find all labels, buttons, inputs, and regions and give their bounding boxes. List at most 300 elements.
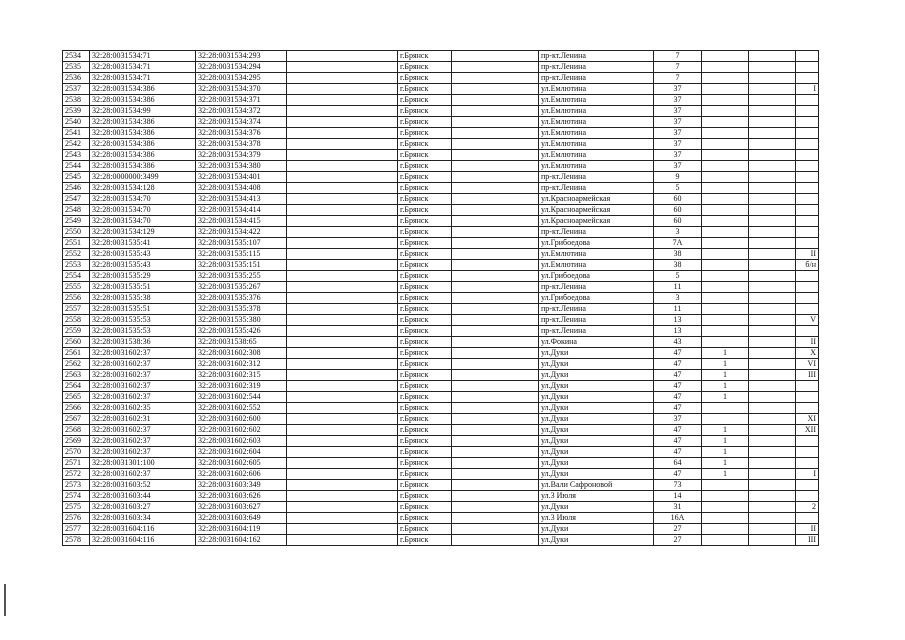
cell-street: пр-кт.Ленина	[539, 315, 654, 326]
cell-blank-col-c	[749, 326, 796, 337]
cell-land-cadastral-number: 32:28:0031534:71	[90, 62, 196, 73]
cell-city: г.Брянск	[398, 469, 452, 480]
cell-premises-number	[796, 205, 819, 216]
cell-city: г.Брянск	[398, 161, 452, 172]
cell-street: ул.Грибоедова	[539, 271, 654, 282]
table-row	[63, 491, 819, 502]
cell-land-cadastral-number: 32:28:0031602:37	[90, 425, 196, 436]
cell-row-number: 2553	[63, 260, 90, 271]
cell-blank-col-b	[452, 381, 539, 392]
cell-house-number: 14	[654, 491, 702, 502]
cell-street: ул.Дуки	[539, 458, 654, 469]
cell-blank-col-c	[749, 513, 796, 524]
cell-land-cadastral-number: 32:28:0031534:70	[90, 205, 196, 216]
cell-object-cadastral-number: 32:28:0031534:372	[196, 106, 287, 117]
cell-blank-col-a	[287, 535, 398, 546]
cell-city: г.Брянск	[398, 216, 452, 227]
table-row	[63, 315, 819, 326]
cell-city: г.Брянск	[398, 183, 452, 194]
cell-land-cadastral-number: 32:28:0031535:43	[90, 249, 196, 260]
cell-blank-col-a	[287, 436, 398, 447]
cell-blank-col-b	[452, 128, 539, 139]
cell-row-number: 2576	[63, 513, 90, 524]
cell-blank-col-b	[452, 216, 539, 227]
cell-street: ул.Емлютина	[539, 150, 654, 161]
cell-land-cadastral-number: 32:28:0031602:35	[90, 403, 196, 414]
table-row	[63, 513, 819, 524]
cell-city: г.Брянск	[398, 447, 452, 458]
cell-blank-col-c	[749, 183, 796, 194]
table-row	[63, 392, 819, 403]
cell-blank-col-a	[287, 84, 398, 95]
cell-premises-number: II	[796, 337, 819, 348]
cell-city: г.Брянск	[398, 436, 452, 447]
cell-street: ул.Емлютина	[539, 106, 654, 117]
cell-house-number: 37	[654, 128, 702, 139]
cell-blank-col-b	[452, 524, 539, 535]
cell-land-cadastral-number: 32:28:0031603:44	[90, 491, 196, 502]
cell-house-number: 37	[654, 84, 702, 95]
cell-blank-col-a	[287, 62, 398, 73]
cell-street: ул.Дуки	[539, 535, 654, 546]
cell-premises-number: 2	[796, 502, 819, 513]
cell-building-number	[702, 414, 749, 425]
cell-land-cadastral-number: 32:28:0000000:3499	[90, 172, 196, 183]
cell-land-cadastral-number: 32:28:0031604:116	[90, 535, 196, 546]
cell-blank-col-a	[287, 293, 398, 304]
cell-premises-number: X	[796, 348, 819, 359]
cell-building-number: 1	[702, 425, 749, 436]
cell-row-number: 2552	[63, 249, 90, 260]
cell-object-cadastral-number: 32:28:0031602:315	[196, 370, 287, 381]
cell-street: ул.Емлютина	[539, 95, 654, 106]
cell-row-number: 2566	[63, 403, 90, 414]
cell-object-cadastral-number: 32:28:0031535:378	[196, 304, 287, 315]
cell-building-number	[702, 260, 749, 271]
cell-blank-col-b	[452, 51, 539, 62]
cell-house-number: 47	[654, 447, 702, 458]
cell-street: ул.Дуки	[539, 425, 654, 436]
cell-blank-col-c	[749, 458, 796, 469]
cell-object-cadastral-number: 32:28:0031602:312	[196, 359, 287, 370]
cell-building-number	[702, 150, 749, 161]
cell-blank-col-a	[287, 315, 398, 326]
cell-premises-number	[796, 304, 819, 315]
cell-premises-number	[796, 106, 819, 117]
cell-row-number: 2570	[63, 447, 90, 458]
cell-blank-col-a	[287, 414, 398, 425]
cell-street: ул.Дуки	[539, 392, 654, 403]
cell-object-cadastral-number: 32:28:0031534:374	[196, 117, 287, 128]
cell-building-number	[702, 337, 749, 348]
cell-object-cadastral-number: 32:28:0031535:380	[196, 315, 287, 326]
cell-row-number: 2567	[63, 414, 90, 425]
cell-blank-col-a	[287, 458, 398, 469]
cell-street: ул.Дуки	[539, 403, 654, 414]
cell-house-number: 27	[654, 524, 702, 535]
cell-city: г.Брянск	[398, 513, 452, 524]
cell-blank-col-c	[749, 161, 796, 172]
cell-land-cadastral-number: 32:28:0031603:34	[90, 513, 196, 524]
cell-premises-number: I	[796, 469, 819, 480]
table-row	[63, 183, 819, 194]
cell-city: г.Брянск	[398, 139, 452, 150]
table-row	[63, 469, 819, 480]
cell-object-cadastral-number: 32:28:0031602:606	[196, 469, 287, 480]
table-row	[63, 502, 819, 513]
cell-land-cadastral-number: 32:28:0031602:37	[90, 392, 196, 403]
cell-blank-col-b	[452, 95, 539, 106]
cell-house-number: 37	[654, 414, 702, 425]
cell-object-cadastral-number: 32:28:0031534:378	[196, 139, 287, 150]
cell-house-number: 7	[654, 51, 702, 62]
cell-blank-col-c	[749, 337, 796, 348]
cell-blank-col-a	[287, 326, 398, 337]
cell-city: г.Брянск	[398, 337, 452, 348]
cell-blank-col-a	[287, 150, 398, 161]
cell-object-cadastral-number: 32:28:0031534:415	[196, 216, 287, 227]
cell-city: г.Брянск	[398, 535, 452, 546]
cell-blank-col-b	[452, 282, 539, 293]
cell-blank-col-b	[452, 403, 539, 414]
cell-blank-col-c	[749, 249, 796, 260]
cell-city: г.Брянск	[398, 359, 452, 370]
cell-city: г.Брянск	[398, 348, 452, 359]
cell-blank-col-c	[749, 348, 796, 359]
cell-house-number: 13	[654, 315, 702, 326]
cell-city: г.Брянск	[398, 172, 452, 183]
table-row	[63, 84, 819, 95]
cell-object-cadastral-number: 32:28:0031534:371	[196, 95, 287, 106]
cell-blank-col-a	[287, 227, 398, 238]
cell-land-cadastral-number: 32:28:0031534:129	[90, 227, 196, 238]
cell-premises-number	[796, 403, 819, 414]
cell-street: ул.3 Июля	[539, 513, 654, 524]
cell-row-number: 2543	[63, 150, 90, 161]
cell-blank-col-c	[749, 370, 796, 381]
cell-street: пр-кт.Ленина	[539, 62, 654, 73]
cell-blank-col-c	[749, 150, 796, 161]
cell-row-number: 2544	[63, 161, 90, 172]
cell-city: г.Брянск	[398, 73, 452, 84]
cell-land-cadastral-number: 32:28:0031534:386	[90, 161, 196, 172]
cell-blank-col-a	[287, 139, 398, 150]
cell-blank-col-b	[452, 172, 539, 183]
cell-blank-col-c	[749, 73, 796, 84]
table-row	[63, 216, 819, 227]
cell-blank-col-a	[287, 304, 398, 315]
cell-premises-number	[796, 227, 819, 238]
cell-blank-col-b	[452, 84, 539, 95]
cell-street: ул.Емлютина	[539, 84, 654, 95]
cell-premises-number: III	[796, 370, 819, 381]
cell-land-cadastral-number: 32:28:0031534:386	[90, 95, 196, 106]
cell-row-number: 2548	[63, 205, 90, 216]
cell-object-cadastral-number: 32:28:0031602:600	[196, 414, 287, 425]
cell-premises-number	[796, 216, 819, 227]
cell-city: г.Брянск	[398, 128, 452, 139]
cell-blank-col-c	[749, 84, 796, 95]
cell-premises-number	[796, 381, 819, 392]
cell-blank-col-a	[287, 392, 398, 403]
cell-blank-col-c	[749, 414, 796, 425]
cell-row-number: 2561	[63, 348, 90, 359]
table-row	[63, 161, 819, 172]
cell-premises-number	[796, 150, 819, 161]
cell-land-cadastral-number: 32:28:0031602:37	[90, 447, 196, 458]
table-row	[63, 73, 819, 84]
cell-building-number	[702, 106, 749, 117]
cell-building-number	[702, 238, 749, 249]
cell-city: г.Брянск	[398, 502, 452, 513]
table-row	[63, 117, 819, 128]
cell-object-cadastral-number: 32:28:0031604:162	[196, 535, 287, 546]
cell-street: ул.Дуки	[539, 370, 654, 381]
cell-premises-number: VI	[796, 359, 819, 370]
cell-blank-col-c	[749, 535, 796, 546]
cell-street: ул.Грибоедова	[539, 238, 654, 249]
cell-blank-col-a	[287, 161, 398, 172]
cell-blank-col-a	[287, 183, 398, 194]
cell-land-cadastral-number: 32:28:0031602:37	[90, 370, 196, 381]
cell-blank-col-b	[452, 480, 539, 491]
cell-blank-col-a	[287, 359, 398, 370]
table-row	[63, 106, 819, 117]
cell-blank-col-c	[749, 227, 796, 238]
cell-blank-col-c	[749, 238, 796, 249]
cell-land-cadastral-number: 32:28:0031602:31	[90, 414, 196, 425]
cell-blank-col-b	[452, 469, 539, 480]
cell-blank-col-c	[749, 315, 796, 326]
cell-building-number: 1	[702, 381, 749, 392]
cell-row-number: 2536	[63, 73, 90, 84]
cell-row-number: 2557	[63, 304, 90, 315]
cell-blank-col-b	[452, 458, 539, 469]
cell-object-cadastral-number: 32:28:0031534:401	[196, 172, 287, 183]
cell-blank-col-a	[287, 337, 398, 348]
table-row	[63, 403, 819, 414]
table-row	[63, 359, 819, 370]
cell-city: г.Брянск	[398, 84, 452, 95]
cell-street: ул.Дуки	[539, 348, 654, 359]
cell-building-number	[702, 315, 749, 326]
cell-land-cadastral-number: 32:28:0031603:27	[90, 502, 196, 513]
cell-building-number	[702, 326, 749, 337]
cell-land-cadastral-number: 32:28:0031534:386	[90, 117, 196, 128]
cell-blank-col-a	[287, 469, 398, 480]
cell-blank-col-a	[287, 425, 398, 436]
cell-land-cadastral-number: 32:28:0031534:70	[90, 216, 196, 227]
table-row	[63, 172, 819, 183]
cell-row-number: 2539	[63, 106, 90, 117]
cell-blank-col-a	[287, 95, 398, 106]
cell-city: г.Брянск	[398, 326, 452, 337]
cell-blank-col-a	[287, 117, 398, 128]
table-row	[63, 260, 819, 271]
cell-blank-col-b	[452, 359, 539, 370]
cell-building-number: 1	[702, 348, 749, 359]
cell-street: ул.Дуки	[539, 359, 654, 370]
cell-land-cadastral-number: 32:28:0031534:386	[90, 150, 196, 161]
cell-blank-col-b	[452, 161, 539, 172]
cell-blank-col-a	[287, 282, 398, 293]
cell-row-number: 2551	[63, 238, 90, 249]
cell-blank-col-a	[287, 491, 398, 502]
cell-object-cadastral-number: 32:28:0031535:115	[196, 249, 287, 260]
cell-city: г.Брянск	[398, 117, 452, 128]
cell-land-cadastral-number: 32:28:0031602:37	[90, 381, 196, 392]
cell-row-number: 2546	[63, 183, 90, 194]
cell-land-cadastral-number: 32:28:0031602:37	[90, 348, 196, 359]
cell-house-number: 37	[654, 106, 702, 117]
table-row	[63, 128, 819, 139]
cell-building-number	[702, 513, 749, 524]
table-row	[63, 139, 819, 150]
table-row	[63, 51, 819, 62]
cell-building-number	[702, 161, 749, 172]
cell-blank-col-a	[287, 513, 398, 524]
cell-house-number: 13	[654, 326, 702, 337]
cell-blank-col-c	[749, 62, 796, 73]
cell-building-number	[702, 139, 749, 150]
cell-row-number: 2572	[63, 469, 90, 480]
cell-land-cadastral-number: 32:28:0031535:53	[90, 315, 196, 326]
cell-building-number	[702, 205, 749, 216]
cell-premises-number	[796, 95, 819, 106]
cell-object-cadastral-number: 32:28:0031603:627	[196, 502, 287, 513]
cell-premises-number: XII	[796, 425, 819, 436]
cell-blank-col-a	[287, 381, 398, 392]
cell-land-cadastral-number: 32:28:0031602:37	[90, 436, 196, 447]
cell-premises-number	[796, 271, 819, 282]
cell-house-number: 3	[654, 227, 702, 238]
cell-building-number: 1	[702, 469, 749, 480]
cell-house-number: 60	[654, 216, 702, 227]
cell-street: ул.Фокина	[539, 337, 654, 348]
cell-blank-col-c	[749, 436, 796, 447]
cell-blank-col-b	[452, 194, 539, 205]
cell-premises-number	[796, 183, 819, 194]
cell-house-number: 47	[654, 348, 702, 359]
table-row	[63, 205, 819, 216]
table-row	[63, 249, 819, 260]
cell-street: ул.Вали Сафроновой	[539, 480, 654, 491]
cell-street: ул.Дуки	[539, 436, 654, 447]
cell-row-number: 2574	[63, 491, 90, 502]
cell-object-cadastral-number: 32:28:0031534:295	[196, 73, 287, 84]
cell-building-number	[702, 183, 749, 194]
cell-street: ул.Дуки	[539, 524, 654, 535]
cell-blank-col-b	[452, 337, 539, 348]
cell-building-number	[702, 84, 749, 95]
cell-row-number: 2558	[63, 315, 90, 326]
cell-street: ул.Дуки	[539, 502, 654, 513]
cell-blank-col-a	[287, 348, 398, 359]
cell-land-cadastral-number: 32:28:0031535:51	[90, 304, 196, 315]
cell-house-number: 16А	[654, 513, 702, 524]
cell-row-number: 2559	[63, 326, 90, 337]
cell-object-cadastral-number: 32:28:0031535:376	[196, 293, 287, 304]
table-row	[63, 447, 819, 458]
cell-blank-col-c	[749, 51, 796, 62]
cell-blank-col-a	[287, 238, 398, 249]
cell-blank-col-c	[749, 469, 796, 480]
cell-blank-col-a	[287, 172, 398, 183]
cell-row-number: 2550	[63, 227, 90, 238]
cell-street: пр-кт.Ленина	[539, 227, 654, 238]
cell-blank-col-a	[287, 260, 398, 271]
cell-blank-col-a	[287, 447, 398, 458]
cell-object-cadastral-number: 32:28:0031534:422	[196, 227, 287, 238]
cell-land-cadastral-number: 32:28:0031534:386	[90, 84, 196, 95]
cell-blank-col-c	[749, 403, 796, 414]
cell-blank-col-a	[287, 480, 398, 491]
cell-building-number	[702, 172, 749, 183]
cell-premises-number	[796, 513, 819, 524]
cell-house-number: 47	[654, 381, 702, 392]
cell-blank-col-c	[749, 106, 796, 117]
cell-city: г.Брянск	[398, 414, 452, 425]
cell-object-cadastral-number: 32:28:0031603:349	[196, 480, 287, 491]
cell-building-number: 1	[702, 447, 749, 458]
cell-house-number: 7	[654, 62, 702, 73]
cell-blank-col-b	[452, 348, 539, 359]
cell-house-number: 37	[654, 95, 702, 106]
cell-street: ул.Красноармейская	[539, 205, 654, 216]
cell-blank-col-b	[452, 513, 539, 524]
cell-street: ул.Дуки	[539, 447, 654, 458]
cell-blank-col-c	[749, 359, 796, 370]
cell-land-cadastral-number: 32:28:0031535:43	[90, 260, 196, 271]
cell-blank-col-b	[452, 238, 539, 249]
cell-premises-number	[796, 491, 819, 502]
table-row	[63, 62, 819, 73]
cell-blank-col-b	[452, 447, 539, 458]
cell-object-cadastral-number: 32:28:0031602:319	[196, 381, 287, 392]
cell-blank-col-a	[287, 205, 398, 216]
cell-land-cadastral-number: 32:28:0031535:53	[90, 326, 196, 337]
table-row	[63, 227, 819, 238]
cell-blank-col-c	[749, 260, 796, 271]
cell-city: г.Брянск	[398, 381, 452, 392]
cell-blank-col-a	[287, 106, 398, 117]
cell-row-number: 2534	[63, 51, 90, 62]
cell-land-cadastral-number: 32:28:0031301:100	[90, 458, 196, 469]
cell-premises-number	[796, 458, 819, 469]
cell-blank-col-c	[749, 216, 796, 227]
cell-object-cadastral-number: 32:28:0031535:426	[196, 326, 287, 337]
cell-blank-col-a	[287, 216, 398, 227]
cell-house-number: 27	[654, 535, 702, 546]
cell-city: г.Брянск	[398, 480, 452, 491]
cell-object-cadastral-number: 32:28:0031538:65	[196, 337, 287, 348]
cell-premises-number: II	[796, 249, 819, 260]
cell-building-number	[702, 51, 749, 62]
cell-building-number	[702, 227, 749, 238]
table-row	[63, 326, 819, 337]
table-row	[63, 370, 819, 381]
cell-blank-col-c	[749, 271, 796, 282]
cell-city: г.Брянск	[398, 51, 452, 62]
cell-city: г.Брянск	[398, 249, 452, 260]
cell-blank-col-c	[749, 117, 796, 128]
cell-blank-col-a	[287, 524, 398, 535]
cell-object-cadastral-number: 32:28:0031535:151	[196, 260, 287, 271]
cell-blank-col-c	[749, 491, 796, 502]
table-row	[63, 304, 819, 315]
registry-table	[62, 50, 819, 546]
cell-object-cadastral-number: 32:28:0031602:603	[196, 436, 287, 447]
